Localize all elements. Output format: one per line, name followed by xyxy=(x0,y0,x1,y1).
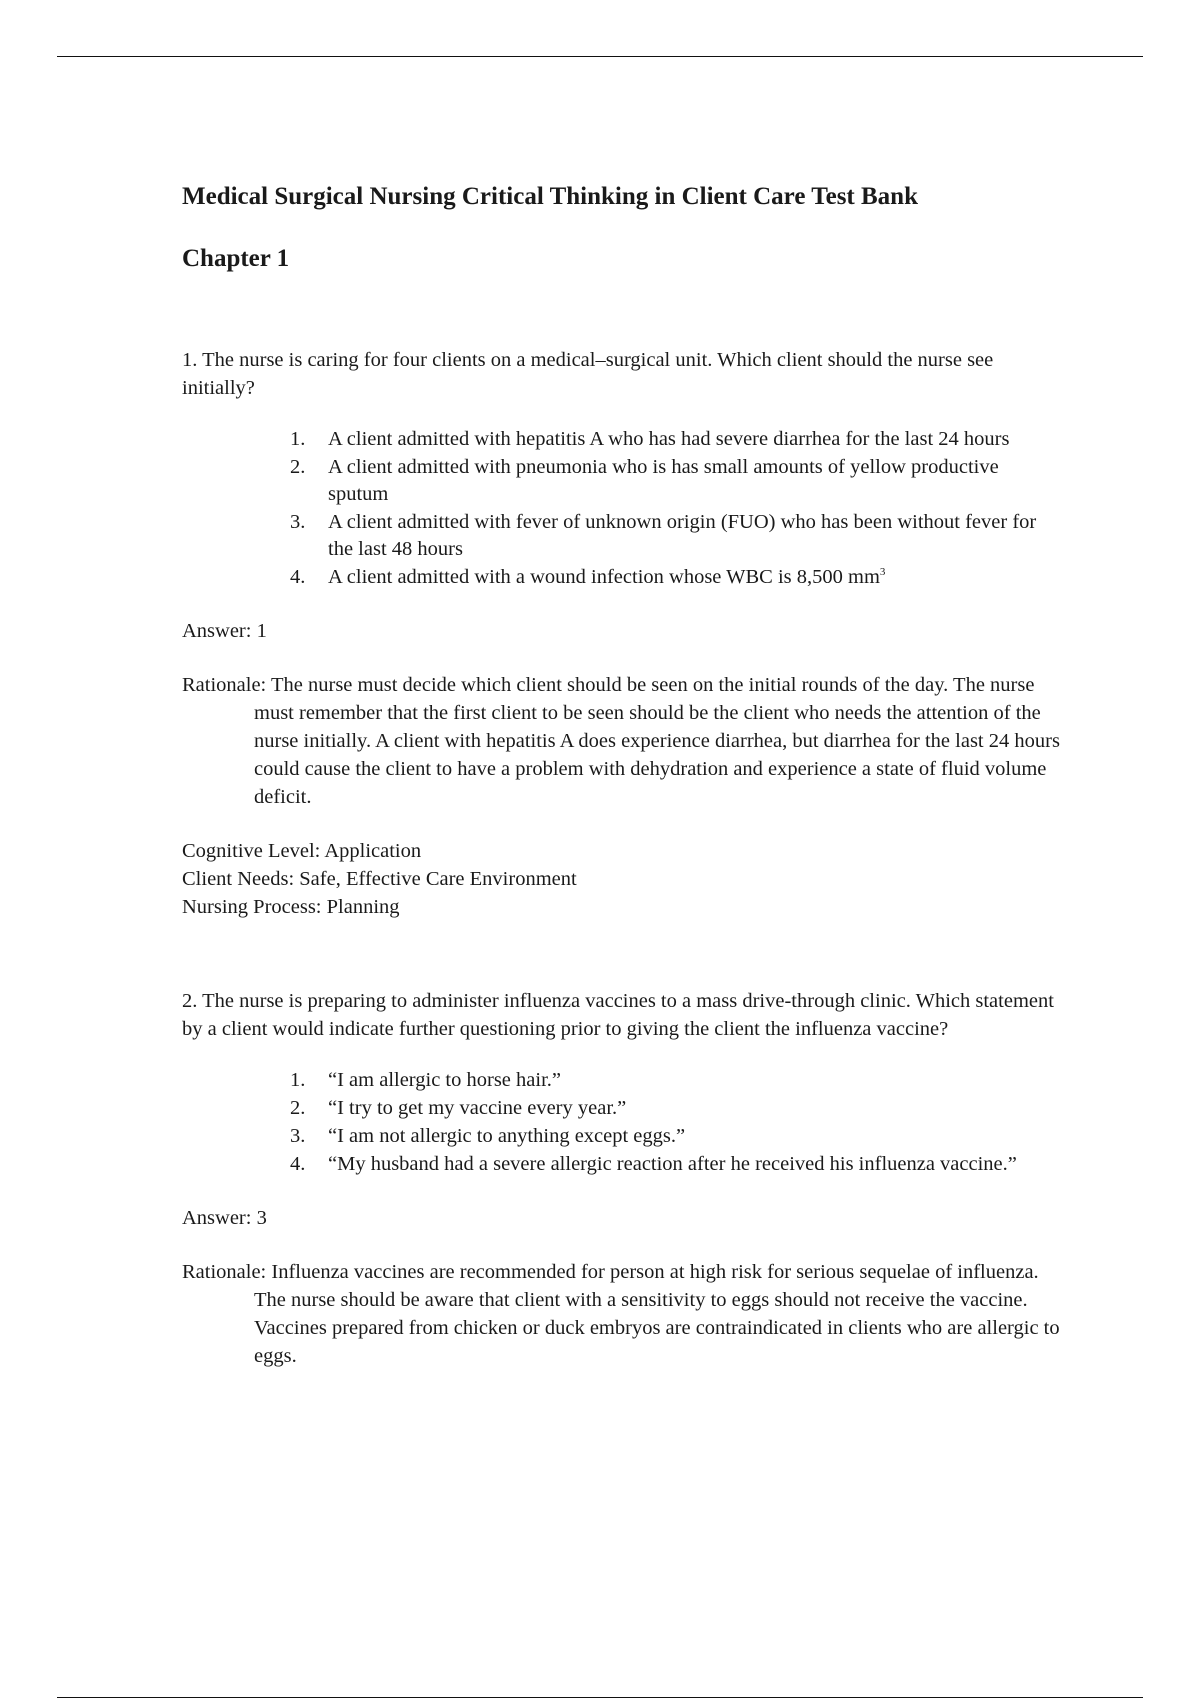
option-number: 1. xyxy=(290,428,306,450)
answer-line: Answer: 1 xyxy=(182,620,267,642)
option-text: “I try to get my vaccine every year.” xyxy=(328,1097,627,1119)
option-item xyxy=(182,509,1062,563)
question-stem: 2. The nurse is preparing to administer influenza vaccines to a mass drive-through clinic. Which statement by a client would indicate further questioning prior to giving the client the influenza vaccine? xyxy=(182,990,1054,1040)
option-item xyxy=(182,564,1062,591)
option-text: A client admitted with hepatitis A who has had severe diarrhea for the last 24 hours xyxy=(328,428,1010,450)
page-content xyxy=(182,176,1062,1370)
question-2 xyxy=(182,987,1062,1370)
option-text: A client admitted with a wound infection whose WBC is 8,500 mm xyxy=(328,566,880,588)
option-item xyxy=(182,1123,1062,1150)
option-text: “I am not allergic to anything except eggs.” xyxy=(328,1125,686,1147)
answer-options xyxy=(182,426,1062,591)
option-item xyxy=(182,1151,1062,1178)
answer-line: Answer: 3 xyxy=(182,1207,267,1229)
option-number: 2. xyxy=(290,1097,306,1119)
option-text: “I am allergic to horse hair.” xyxy=(328,1069,561,1091)
option-text: “My husband had a severe allergic reaction after he received his influenza vaccine.” xyxy=(328,1153,1017,1175)
option-number: 2. xyxy=(290,456,306,478)
chapter-heading: Chapter 1 xyxy=(182,245,290,272)
answer-options xyxy=(182,1067,1062,1178)
option-number: 4. xyxy=(290,1153,306,1175)
option-text: A client admitted with fever of unknown origin (FUO) who has been without fever for the last 48 hours xyxy=(328,511,1037,560)
nursing-process: Nursing Process: Planning xyxy=(182,896,400,918)
top-rule xyxy=(57,56,1143,57)
document-title: Medical Surgical Nursing Critical Thinking in Client Care Test Bank xyxy=(182,183,918,210)
option-number: 3. xyxy=(290,511,306,533)
question-metadata xyxy=(182,837,1062,921)
rationale-paragraph: Rationale: The nurse must decide which client should be seen on the initial rounds of the day. The nurse must remember that the first client to be seen should be the client who needs the attention of the nurse initially. A client with hepatitis A does experience diarrhea, but diarrhea for the last 24 hours could cause the client to have a problem with dehydration and experience a state of fluid volume deficit. xyxy=(182,674,1060,808)
question-stem: 1. The nurse is caring for four clients on a medical–surgical unit. Which client should the nurse see initially? xyxy=(182,349,994,399)
option-number: 1. xyxy=(290,1069,306,1091)
client-needs: Client Needs: Safe, Effective Care Environment xyxy=(182,868,577,890)
option-number: 4. xyxy=(290,566,306,588)
rationale-paragraph: Rationale: Influenza vaccines are recommended for person at high risk for serious sequelae of influenza. The nurse should be aware that client with a sensitivity to eggs should not receive the vaccine. Vaccines prepared from chicken or duck embryos are contraindicated in clients who are allergic to eggs. xyxy=(182,1261,1060,1367)
bottom-rule xyxy=(57,1697,1143,1698)
option-text: A client admitted with pneumonia who is has small amounts of yellow productive sputum xyxy=(328,456,999,505)
option-item xyxy=(182,454,1062,508)
option-item xyxy=(182,426,1062,453)
option-item xyxy=(182,1067,1062,1094)
superscript-exponent: 3 xyxy=(879,566,886,578)
option-item xyxy=(182,1095,1062,1122)
cognitive-level: Cognitive Level: Application xyxy=(182,840,422,862)
option-number: 3. xyxy=(290,1125,306,1147)
question-1 xyxy=(182,346,1062,921)
